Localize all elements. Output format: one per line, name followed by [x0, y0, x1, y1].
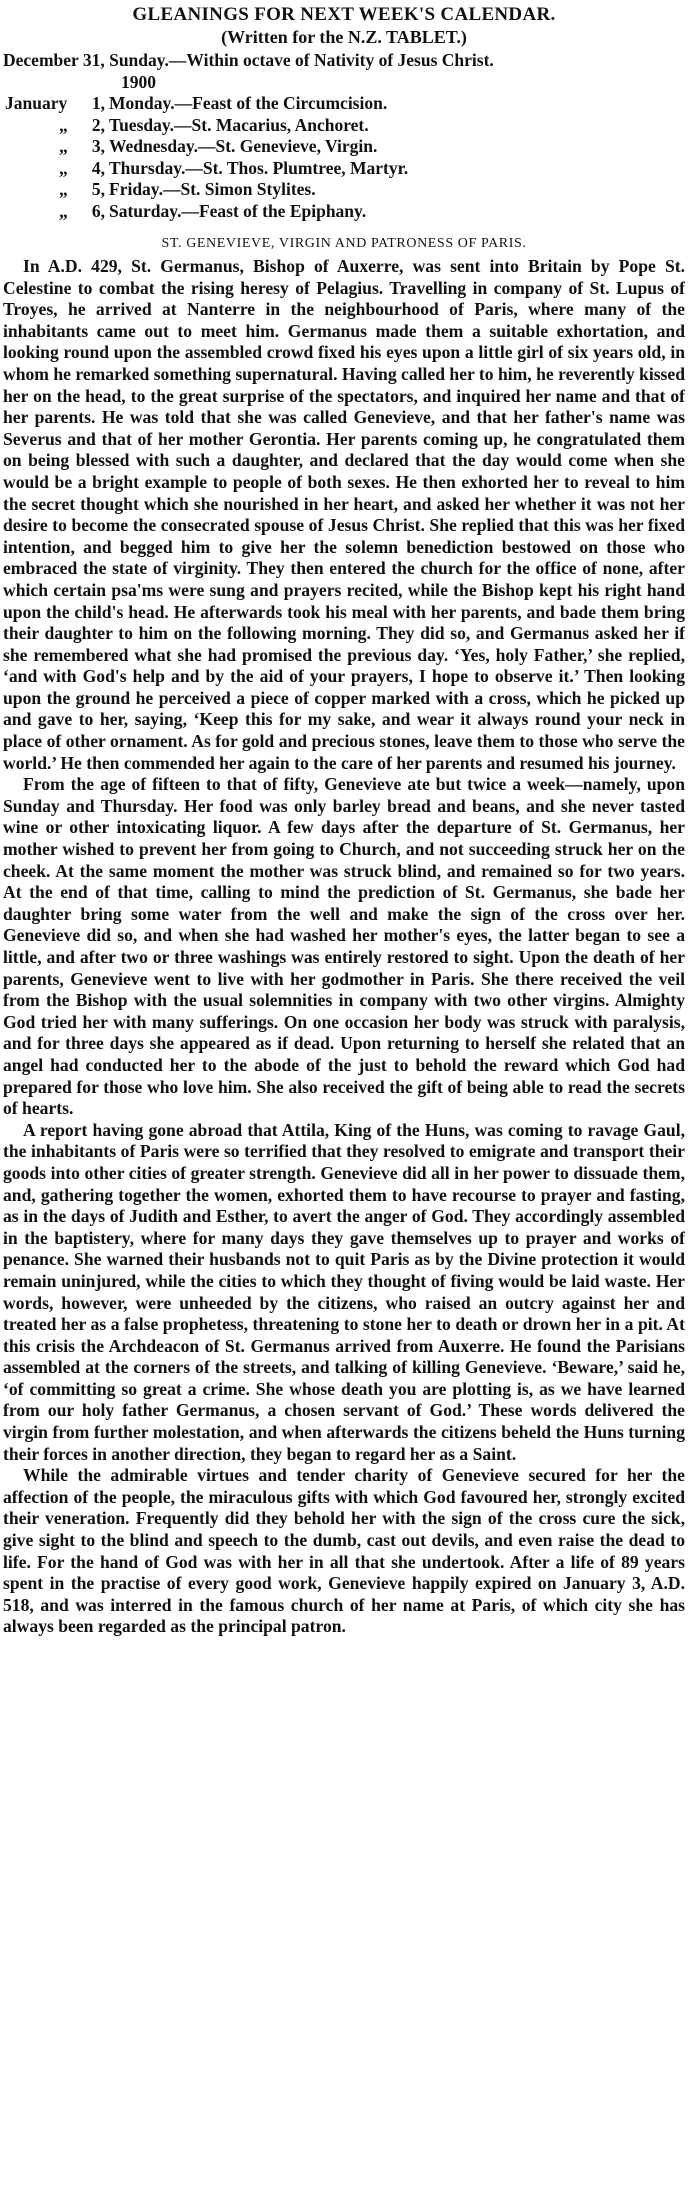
calendar-entry — [3, 115, 685, 137]
calendar-ditto-mark: „ — [59, 114, 68, 135]
calendar-entry — [3, 93, 685, 115]
article-body — [3, 256, 685, 1638]
calendar-entry — [3, 201, 685, 223]
calendar-entry-december — [3, 50, 685, 72]
calendar-day-number: 5, — [91, 179, 105, 199]
article-paragraph: From the age of fifteen to that of fifty, Genevieve ate but twice a week—namely, upon Sunday and Thursday. Her food was only barley bread and beans, and she never tasted wine or other intoxicating liquor. A few days after the departure of St. Germanus, her mother wished to prevent her from going to Church, and not succeeding struck her on the cheek. At the same moment the mother was struck blind, and remained so for two years. At the end of that time, calling to mind the prediction of St. Germanus, she bade her daughter bring some water from the well and make the sign of the cross over her. Genevieve did so, and when she had washed her mother's eyes, the latter began to see a little, and after two or three washings was entirely restored to sight. Upon the death of her parents, Genevieve went to live with her godmother in Paris. She there received the veil from the Bishop with the usual solemnities in company with two other virgins. Almighty God tried her with many sufferings. On one occasion her body was struck with paralysis, and for three days she appeared as if dead. Upon returning to herself she related that an angel had conducted her to the abode of the just to behold the reward which God had prepared for those who love him. She also received the gift of being able to read the secrets of hearts. — [3, 774, 685, 1119]
calendar-entry — [3, 158, 685, 180]
calendar-ditto-mark: „ — [59, 179, 68, 199]
calendar-day-number: 1, — [91, 93, 105, 113]
calendar-day-text: Thursday.—St. Thos. Plumtree, Martyr. — [109, 157, 409, 178]
calendar-ditto-mark: „ — [59, 136, 68, 156]
calendar-day-number: 3, — [91, 136, 105, 156]
article-paragraph: In A.D. 429, St. Germanus, Bishop of Auxerre, was sent into Britain by Pope St. Celestine to combat the rising heresy of Pelagius. Travelling in company of St. Lupus of Troyes, he arrived at Nanterre in the neighbourhood of Paris, where many of the inhabitants came out to meet him. Germanus made them a suitable exhortation, and looking round upon the assembled crowd fixed his eyes upon a little girl of six years old, in whom he remarked something supernatural. Having called her to him, he reverently kissed her on the head, to the great surprise of the spectators, and inquired her name and that of her parents. He was told that she was called Genevieve, and that her father's name was Severus and that of her mother Gerontia. Her parents coming up, he congratulated them on being blessed with such a daughter, and declared that the day would come when she would be a bright example to people of both sexes. He then exhorted her to reveal to him the secret thought which she nourished in her heart, and asked her whether it was not her desire to become the consecrated spouse of Jesus Christ. She replied that this was her fixed intention, and begged him to give her the solemn benediction bestowed on those who embraced the state of virginity. They then entered the church for the office of none, after which certain psa'ms were sung and prayers recited, while the Bishop kept his right hand upon the child's head. He afterwards took his meal with her parents, and bade them bring their daughter to him on the following morning. They did so, and Germanus asked her if she remembered what she had promised the previous day. ‘Yes, holy Father,’ she replied, ‘and with God's help and by the aid of your prayers, I hope to observe it.’ Then looking upon the ground he perceived a piece of copper marked with a cross, which he picked up and gave to her, saying, ‘Keep this for my sake, and wear it always round your neck in place of other ornament. As for gold and precious stones, leave them to those who serve the world.’ He then commended her again to the care of her parents and resumed his journey. — [3, 256, 685, 773]
calendar-block — [3, 50, 685, 222]
article-paragraph: While the admirable virtues and tender charity of Genevieve secured for her the affection of the people, the miraculous gifts with which God favoured her, strongly excited their veneration. Frequently did they behold her with the sign of the cross cure the sick, give sight to the blind and speech to the dumb, cast out devils, and even raise the dead to life. For the hand of God was with her in all that she undertook. After a life of 89 years spent in the practise of every good work, Genevieve happily expired on January 3, A.D. 518, and was interred in the famous church of her name at Paris, of which city she has always been regarded as the principal patron. — [3, 1465, 685, 1637]
calendar-day-text: Wednesday.—St. Genevieve, Virgin. — [109, 136, 378, 156]
calendar-first-line: December 31, Sunday.—Within octave of Nativity of Jesus Christ. — [3, 50, 494, 70]
calendar-year-line — [3, 72, 685, 94]
calendar-day-text: Monday.—Feast of the Circumcision. — [109, 93, 388, 113]
calendar-entry — [3, 136, 685, 158]
calendar-ditto-mark: „ — [59, 200, 68, 221]
calendar-day-number: 2, — [91, 114, 105, 135]
calendar-year: 1900 — [121, 71, 156, 92]
calendar-month: January — [5, 93, 68, 113]
calendar-ditto-mark: „ — [59, 157, 68, 178]
calendar-day-text: Saturday.—Feast of the Epiphany. — [109, 200, 367, 221]
calendar-day-text: Friday.—St. Simon Stylites. — [109, 179, 316, 199]
newspaper-column — [3, 4, 685, 2184]
article-paragraph: A report having gone abroad that Attila, King of the Huns, was coming to ravage Gaul, the inhabitants of Paris were so terrified that they resolved to emigrate and transport their goods into other cities of greater strength. Genevieve did all in her power to dissuade them, and, gathering together the women, exhorted them to have recourse to prayer and fasting, as in the days of Judith and Esther, to avert the anger of God. They accordingly assembled in the baptistery, where for many days they gave themselves up to prayer and works of penance. She warned their husbands not to quit Paris as by the Divine protection it would remain uninjured, while the cities to which they thought of fiving would be laid waste. Her words, however, were unheeded by the citizens, who raised an outcry against her and treated her as a false prophetess, threatening to stone her to death or drown her in a pit. At this crisis the Archdeacon of St. Germanus arrived from Auxerre. He found the Parisians assembled at the corners of the streets, and talking of killing Genevieve. ‘Beware,’ said he, ‘of committing so great a crime. She whose death you are plotting is, as we have learned from our holy father Germanus, a chosen servant of God.’ These words delivered the virgin from further molestation, and when afterwards the citizens beheld the Huns turning their forces in another direction, they began to regard her as a Saint. — [3, 1119, 685, 1464]
calendar-day-number: 6, — [91, 200, 105, 221]
column-title: GLEANINGS FOR NEXT WEEK'S CALENDAR. — [132, 4, 556, 25]
column-subtitle: (Written for the N.Z. TABLET.) — [221, 27, 467, 47]
calendar-day-number: 4, — [91, 157, 105, 178]
calendar-entry — [3, 179, 685, 201]
calendar-day-text: Tuesday.—St. Macarius, Anchoret. — [109, 114, 369, 135]
article-heading: ST. GENEVIEVE, VIRGIN AND PATRONESS OF PARIS. — [161, 236, 527, 251]
